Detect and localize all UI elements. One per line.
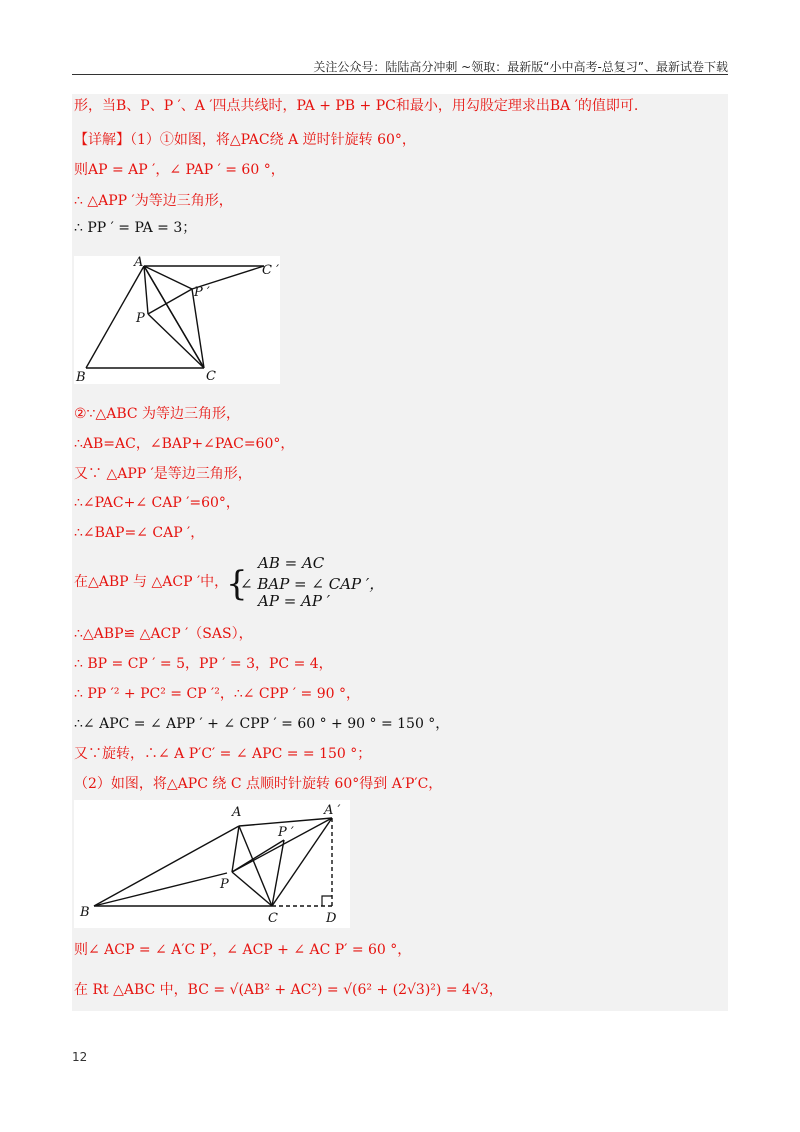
text-line-3: 则AP = AP ′，∠ PAP ′ = 60 °， bbox=[74, 162, 285, 178]
system-row-2: ∠ BAP = ∠ CAP ′， bbox=[240, 575, 385, 593]
fig2-label-a-prime: A ′ bbox=[324, 803, 341, 818]
text-line-6: ②∵△ABC 为等边三角形， bbox=[74, 406, 241, 422]
fig2-label-b: B bbox=[80, 905, 90, 920]
text-line-1: 形，当B、P、P ′、A ′四点共线时，PA + PB + PC和最小，用勾股定理求出BA ′的值即可. bbox=[74, 98, 639, 114]
text-line-10: ∴∠BAP=∠ CAP ′， bbox=[74, 525, 205, 541]
text-line-14: ∴ PP ′² + PC² = CP ′²，∴∠ CPP ′ = 90 °， bbox=[74, 686, 360, 702]
text-line-5: ∴ PP ′ = PA = 3； bbox=[74, 220, 197, 236]
text-line-13: ∴ BP = CP ′ = 5，PP ′ = 3，PC = 4， bbox=[74, 656, 333, 672]
fig1-label-b: B bbox=[76, 370, 86, 384]
text-line-8: 又∵ △APP ′是等边三角形， bbox=[74, 466, 252, 482]
page-number: 12 bbox=[72, 1050, 88, 1064]
fig1-label-c: C bbox=[206, 369, 216, 384]
text-line-17: （2）如图，将△APC 绕 C 点顺时针旋转 60°得到 A′P′C， bbox=[74, 776, 443, 792]
text-line-2: 【详解】（1）①如图，将△PAC绕 A 逆时针旋转 60°， bbox=[74, 132, 416, 148]
fig1-label-p: P bbox=[136, 311, 145, 326]
system-row-3: AP = AP ′ bbox=[258, 592, 331, 610]
fig2-label-c: C bbox=[268, 911, 278, 926]
text-line-15: ∴∠ APC = ∠ APP ′ + ∠ CPP ′ = 60 ° + 90 ° = 150 °， bbox=[74, 716, 450, 732]
text-line-7: ∴AB=AC，∠BAP+∠PAC=60°， bbox=[74, 436, 295, 452]
text-line-11: 在△ABP 与 △ACP ′中， bbox=[74, 574, 229, 590]
text-line-16: 又∵旋转，∴∠ A P′C′ = ∠ APC = = 150 °； bbox=[74, 746, 372, 762]
text-line-12: ∴△ABP≌ △ACP ′（SAS）， bbox=[74, 626, 253, 642]
figure-2 bbox=[74, 800, 350, 928]
fig1-label-a: A bbox=[134, 256, 144, 270]
figure-1 bbox=[74, 256, 280, 384]
system-row-1: AB = AC bbox=[258, 554, 325, 572]
fig2-label-p-prime: P ′ bbox=[278, 825, 294, 840]
header-rule bbox=[72, 74, 728, 75]
fig1-label-c-prime: C ′ bbox=[262, 263, 280, 278]
text-line-19: 在 Rt △ABC 中，BC = √(AB² + AC²) = √(6² + (2√3)²) = 4√3， bbox=[74, 982, 503, 998]
fig1-label-p-prime: P ′ bbox=[194, 285, 210, 300]
fig2-label-p: P bbox=[220, 877, 229, 892]
solution-content bbox=[72, 94, 728, 1011]
text-line-18: 则∠ ACP = ∠ A′C P′，∠ ACP + ∠ AC P′ = 60 °， bbox=[74, 942, 412, 958]
fig2-label-d: D bbox=[326, 911, 337, 926]
page-header: 关注公众号：陆陆高分冲刺 ~领取：最新版“小中高考-总复习”、最新试卷下载 bbox=[313, 60, 728, 74]
text-line-9: ∴∠PAC+∠ CAP ′=60°， bbox=[74, 495, 240, 511]
system-brace: { bbox=[226, 564, 248, 604]
text-line-4: ∴ △APP ′为等边三角形， bbox=[74, 193, 233, 209]
fig2-label-a: A bbox=[232, 805, 242, 820]
